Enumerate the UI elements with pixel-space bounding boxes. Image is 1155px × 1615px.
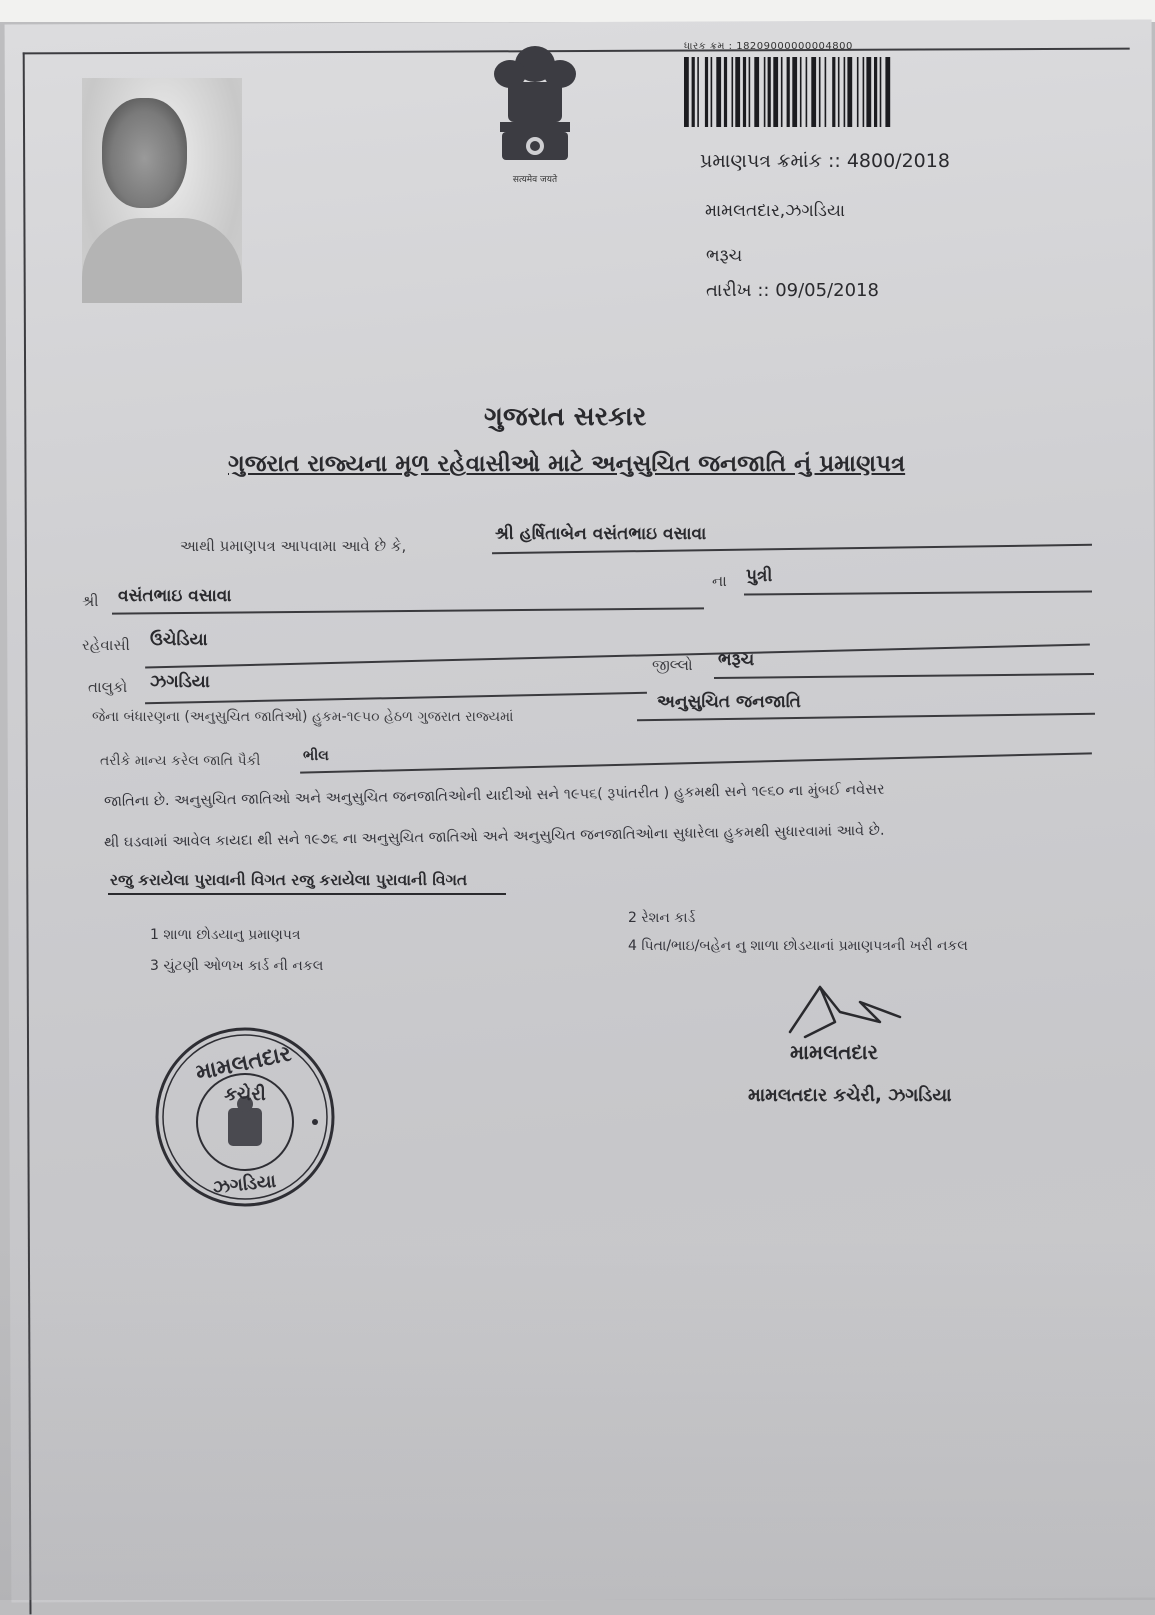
document-item-2: 2 રેશન કાર્ડ xyxy=(628,910,696,926)
certificate-title: ગુજરાત રાજ્યના મૂળ રહેવાસીઓ માટે અનુસુચિત જનજાતિ નું પ્રમાણપત્ર xyxy=(228,451,906,477)
father-prefix: શ્રી xyxy=(82,592,99,610)
intro-label: આથી પ્રમાણપત્ર આપવામા આવે છે કે, xyxy=(180,537,407,555)
relation-label: ના xyxy=(712,572,727,590)
document-item-1: 1 શાળા છોડયાનુ પ્રમાણપત્ર xyxy=(150,927,301,943)
seal-bottom-text: ઝગડિયા xyxy=(211,1170,278,1199)
lower-shadow xyxy=(0,1240,1155,1600)
caste-label: તરીકે માન્ય કરેલ જાતિ પૈકી xyxy=(100,753,261,769)
paragraph-line-2: થી ઘડવામાં આવેલ કાયદા થી સને ૧૯૭૬ ના અનુસુચિત જાતિઓ અને અનુસુચિત જનજાતિઓના સુધારેલા હુકમથી સુધારવામાં આવે છે. xyxy=(103,822,885,851)
resident-value: ઉચેડિયા xyxy=(150,630,208,650)
document-item-3: 3 ચુંટણી ઓળખ કાર્ડ ની નકલ xyxy=(150,958,324,974)
relation-value: પુત્રી xyxy=(746,566,773,586)
district-label: જીલ્લો xyxy=(652,656,693,674)
order-value: અનુસુચિત જનજાતિ xyxy=(657,692,801,712)
holder-name: શ્રી હર્ષિતાબેન વસંતભાઇ વસાવા xyxy=(495,524,707,544)
barcode-icon xyxy=(684,57,930,127)
documents-heading-underline xyxy=(108,893,506,895)
signatory-title: મામલતદાર xyxy=(790,1040,878,1064)
district-value: ભરૂચ xyxy=(718,650,755,670)
applicant-photo xyxy=(82,78,242,303)
barcode-number: ધારક ક્રમ : 18209000000004800 xyxy=(684,41,853,52)
seal-top-text: મામલતદાર xyxy=(193,1041,294,1086)
paragraph-line-1: જાતિના છે. અનુસુચિત જાતિઓ અને અનુસુચિત જનજાતિઓની યાદીઓ સને ૧૯૫૬( રૂપાંતરીત ) હુકમથી સને ૧૯૬૦ ના મુંબઈ નવેસર xyxy=(103,781,885,810)
issuing-office: મામલતદાર,ઝગડિયા xyxy=(705,201,846,221)
government-title: ગુજરાત સરકાર xyxy=(484,402,647,432)
office-seal-stamp xyxy=(150,1022,340,1212)
seal-middle-text: કચેરી xyxy=(224,1084,266,1105)
issuing-district: ભરૂચ xyxy=(706,246,743,266)
issue-date: તારીખ :: 09/05/2018 xyxy=(706,280,879,301)
resident-label: રહેવાસી xyxy=(82,636,130,654)
documents-heading: રજુ કરાયેલા પુરાવાની વિગત રજુ કરાયેલા પુરાવાની વિગત xyxy=(110,871,468,889)
page-top-margin xyxy=(0,0,1155,22)
taluka-label: તાલુકો xyxy=(88,678,128,696)
emblem-caption: सत्यमेव जयते xyxy=(512,175,558,185)
taluka-value: ઝગડિયા xyxy=(150,672,210,692)
document-item-4: 4 પિતા/ભાઇ/બહેન નુ શાળા છોડયાનાં પ્રમાણપત્રની ખરી નકલ xyxy=(628,938,968,954)
caste-value: ભીલ xyxy=(303,748,329,764)
certificate-number: પ્રમાણપત્ર ક્રમાંક :: 4800/2018 xyxy=(700,150,950,172)
father-name: વસંતભાઇ વસાવા xyxy=(118,586,232,606)
ashoka-emblem-icon xyxy=(480,34,590,189)
signatory-office: મામલતદાર કચેરી, ઝગડિયા xyxy=(748,1085,952,1106)
order-label: જેના બંધારણના (અનુસુચિત જાતિઓ) હુકમ-૧૯૫૦ હેઠળ ગુજરાત રાજ્યમાં xyxy=(92,709,514,725)
